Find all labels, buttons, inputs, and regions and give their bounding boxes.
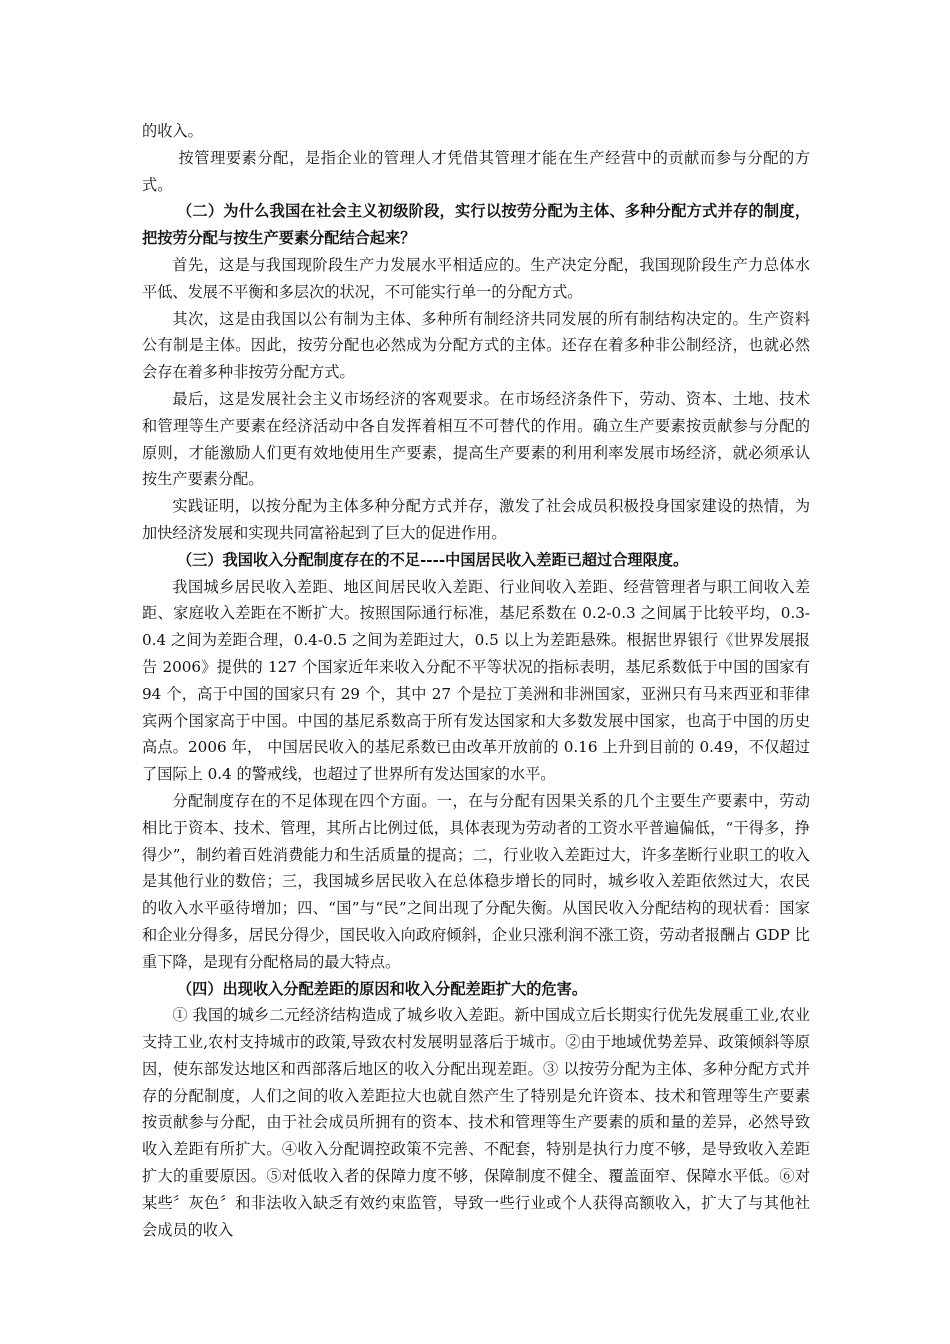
paragraph-practice-proves: 实践证明，以按分配为主体多种分配方式并存，激发了社会成员积极投身国家建设的热情，为加快经济发展和实现共同富裕起到了巨大的促进作用。 bbox=[142, 497, 810, 542]
section-heading-4: （四）出现收入分配差距的原因和收入分配差距扩大的危害。 bbox=[176, 979, 588, 998]
paragraph-first-reason: 首先，这是与我国现阶段生产力发展水平相适应的。生产决定分配，我国现阶段生产力总体水平低、发展不平衡和多层次的状况，不可能实行单一的分配方式。 bbox=[142, 255, 810, 301]
paragraph-causes-list: ① 我国的城乡二元经济结构造成了城乡收入差距。新中国成立后长期实行优先发展重工业,农业支持工业,农村支持城市的政策,导致农村发展明显落后于城市。②由于地域优势差异、政策倾斜等原因，使东部发达地区和西部落后地区的收入分配出现差距。③ 以按劳分配为主体、多种分配方式并存的分配制度，人们之间的收入差距拉大也就自然产生了特别是允许资本、技术和管理等生产要素按贡献参与分配，由于社会成员所拥有的资本、技术和管理等生产要素的质和量的差异，必然导致收入差距有所扩大。④收入分配调控政策不完善、不配套，特别是执行力度不够，是导致收入差距扩大的重要原因。⑤对低收入者的保障力度不够，保障制度不健全、覆盖面窄、保障水平低。⑥对某些〞灰色〞和非法收入缺乏有效约束监管，导致一些行业或个人获得高额收入，扩大了与其他社会成员的收入 bbox=[142, 1006, 810, 1239]
document-page bbox=[142, 118, 810, 1243]
section-heading-3: （三）我国收入分配制度存在的不足----中国居民收入差距已超过合理限度。 bbox=[176, 550, 689, 569]
paragraph-gini-coefficient: 我国城乡居民收入差距、地区间居民收入差距、行业间收入差距、经营管理者与职工间收入差距、家庭收入差距在不断扩大。按照国际通行标准，基尼系数在 0.2-0.3 之间属于比较平均，0.3-0.4 之间为差距合理，0.4-0.5 之间为差距过大，0.5 以上为差距悬殊。根据世界银行《世界发展报告 2006》提供的 127 个国家近年来收入分配不平等状况的指标表明，基尼系数低于中国的国家有 94 个，高于中国的国家只有 29 个，其中 27 个是拉丁美洲和非洲国家，亚洲只有马来西亚和菲律宾两个国家高于中国。中国的基尼系数高于所有发达国家和大多数发展中国家，也高于中国的历史高点。2006 年， 中国居民收入的基尼系数已由改革开放前的 0.16 上升到目前的 0.49，不仅超过了国际上 0.4 的警戒线，也超过了世界所有发达国家的水平。 bbox=[142, 577, 810, 784]
paragraph-second-reason: 其次，这是由我国以公有制为主体、多种所有制经济共同发展的所有制结构决定的。生产资料公有制是主体。因此，按劳分配也必然成为分配方式的主体。还存在着多种非公制经济，也就必然会存在着多种非按劳分配方式。 bbox=[142, 309, 810, 382]
paragraph-four-shortcomings: 分配制度存在的不足体现在四个方面。一，在与分配有因果关系的几个主要生产要素中，劳动相比于资本、技术、管理，其所占比例过低，具体表现为劳动者的工资水平普遍偏低，“干得多，挣得少”，制约着百姓消费能力和生活质量的提高；二，行业收入差距过大，许多垄断行业职工的收入是其他行业的数倍；三，我国城乡居民收入在总体稳步增长的同时，城乡收入差距依然过大，农民的收入水平亟待增加；四、“国”与“民”之间出现了分配失衡。从国民收入分配结构的现状看：国家和企业分得多，居民分得少，国民收入向政府倾斜，企业只涨利润不涨工资，劳动者报酬占 GDP 比重下降，是现有分配格局的最大特点。 bbox=[142, 791, 810, 971]
paragraph-continuation: 的收入。 bbox=[142, 122, 203, 140]
section-heading-2: （二）为什么我国在社会主义初级阶段，实行以按劳分配为主体、多种分配方式并存的制度，把按劳分配与按生产要素分配结合起来？ bbox=[142, 202, 810, 248]
paragraph-third-reason: 最后，这是发展社会主义市场经济的客观要求。在市场经济条件下，劳动、资本、土地、技术和管理等生产要素在经济活动中各自发挥着相互不可替代的作用。确立生产要素按贡献参与分配的原则，才能激励人们更有效地使用生产要素，提高生产要素的利用利率发展市场经济，就必须承认按生产要素分配。 bbox=[142, 389, 810, 489]
paragraph-management-factor: 按管理要素分配，是指企业的管理人才凭借其管理才能在生产经营中的贡献而参与分配的方式。 bbox=[142, 148, 810, 194]
